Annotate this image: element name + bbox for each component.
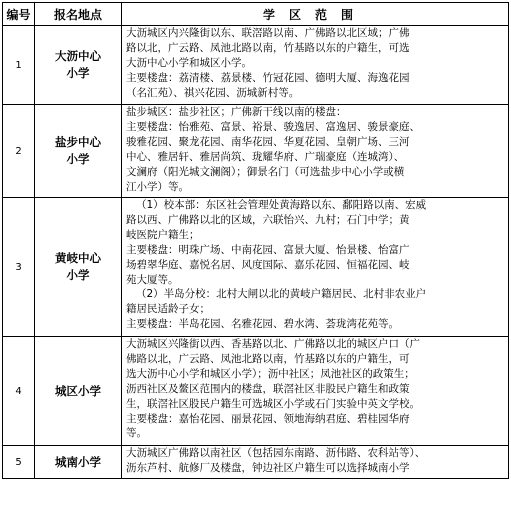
district-scope: （1）校本部：东区社会管理处黄海路以东、鄱阳路以南、宏威 路以西、广佛路以北的区域，六联怡兴、九村；石门中学；黄 岐医院户籍生； 主要楼盘：明珠广场、中南花园、富景大厦、怡景楼、怡富广 场碧翠华庭、嘉悦名居、风度国际、嘉乐花园、恒福花园、岐 苑大厦等。 （2）半岛分校：北村大闸以北的黄岐户籍居民、北村非农业户 籍居民适龄子女； 主要楼盘：半岛花园、名雅花园、碧水湾、荟珑湾花苑等。 (122, 198, 509, 337)
row-number: 3 (3, 198, 35, 337)
district-scope: 大沥城区兴隆街以西、香基路以北、广佛路以北的城区户口（广 佛路以北，广云路、凤池北路以南，竹基路以东的户籍生，可 选大沥中心小学和城区小学）；沥中社区；凤池社区的政策生； 沥西社区及鳌区范围内的楼盘，联滘社区非股民户籍生和政策 生，联滘社区股民户籍生可选城区小学或石门实验中英文学校。 主要楼盘：嘉怡花园、丽景花园、领地海纳君庭、碧桂园华府 等。 (122, 337, 509, 446)
district-scope: 大沥城区内兴隆街以东、联滘路以南、广佛路以北区域；广佛 路以北，广云路、凤池北路以南，竹基路以东的户籍生，可选 大沥中心小学和城区小学。 主要楼盘：荔清楼、荔景楼、竹冠花园、德明大厦、海逸花园 （名汇苑）、祺兴花园、沥城新村等。 (122, 26, 509, 105)
table-row (3, 26, 509, 105)
school-district-table (2, 2, 509, 479)
school-name: 盐步中心 小学 (35, 105, 122, 198)
header-area: 学区范围 (122, 3, 509, 26)
table-row (3, 105, 509, 198)
school-name: 城区小学 (35, 337, 122, 446)
header-num: 编号 (3, 3, 35, 26)
table-row (3, 198, 509, 337)
table-row (3, 446, 509, 479)
school-name: 大沥中心 小学 (35, 26, 122, 105)
school-name: 城南小学 (35, 446, 122, 479)
header-school: 报名地点 (35, 3, 122, 26)
header-row (3, 3, 509, 26)
table-row (3, 337, 509, 446)
row-number: 1 (3, 26, 35, 105)
row-number: 2 (3, 105, 35, 198)
row-number: 4 (3, 337, 35, 446)
row-number: 5 (3, 446, 35, 479)
district-scope: 盐步城区：盐步社区；广佛新干线以南的楼盘： 主要楼盘：怡雅苑、富景、裕景、骏逸居、富逸居、骏景豪庭、 骏雅花园、聚龙花园、南华花园、华夏花园、皇朝广场、三河 中心、雅居轩、雅居尚筑、珑耀华府、广瑞豪庭（连城湾）、 文澜府（阳光城文澜阁）；御景名门（可选盐步中心小学或横 江小学）等。 (122, 105, 509, 198)
school-name: 黄岐中心 小学 (35, 198, 122, 337)
district-scope: 大沥城区广佛路以南社区（包括园东南路、沥伟路、农科站等）、 沥东芦村、航修厂及楼盘，钟边社区户籍生可以选择城南小学 (122, 446, 509, 479)
